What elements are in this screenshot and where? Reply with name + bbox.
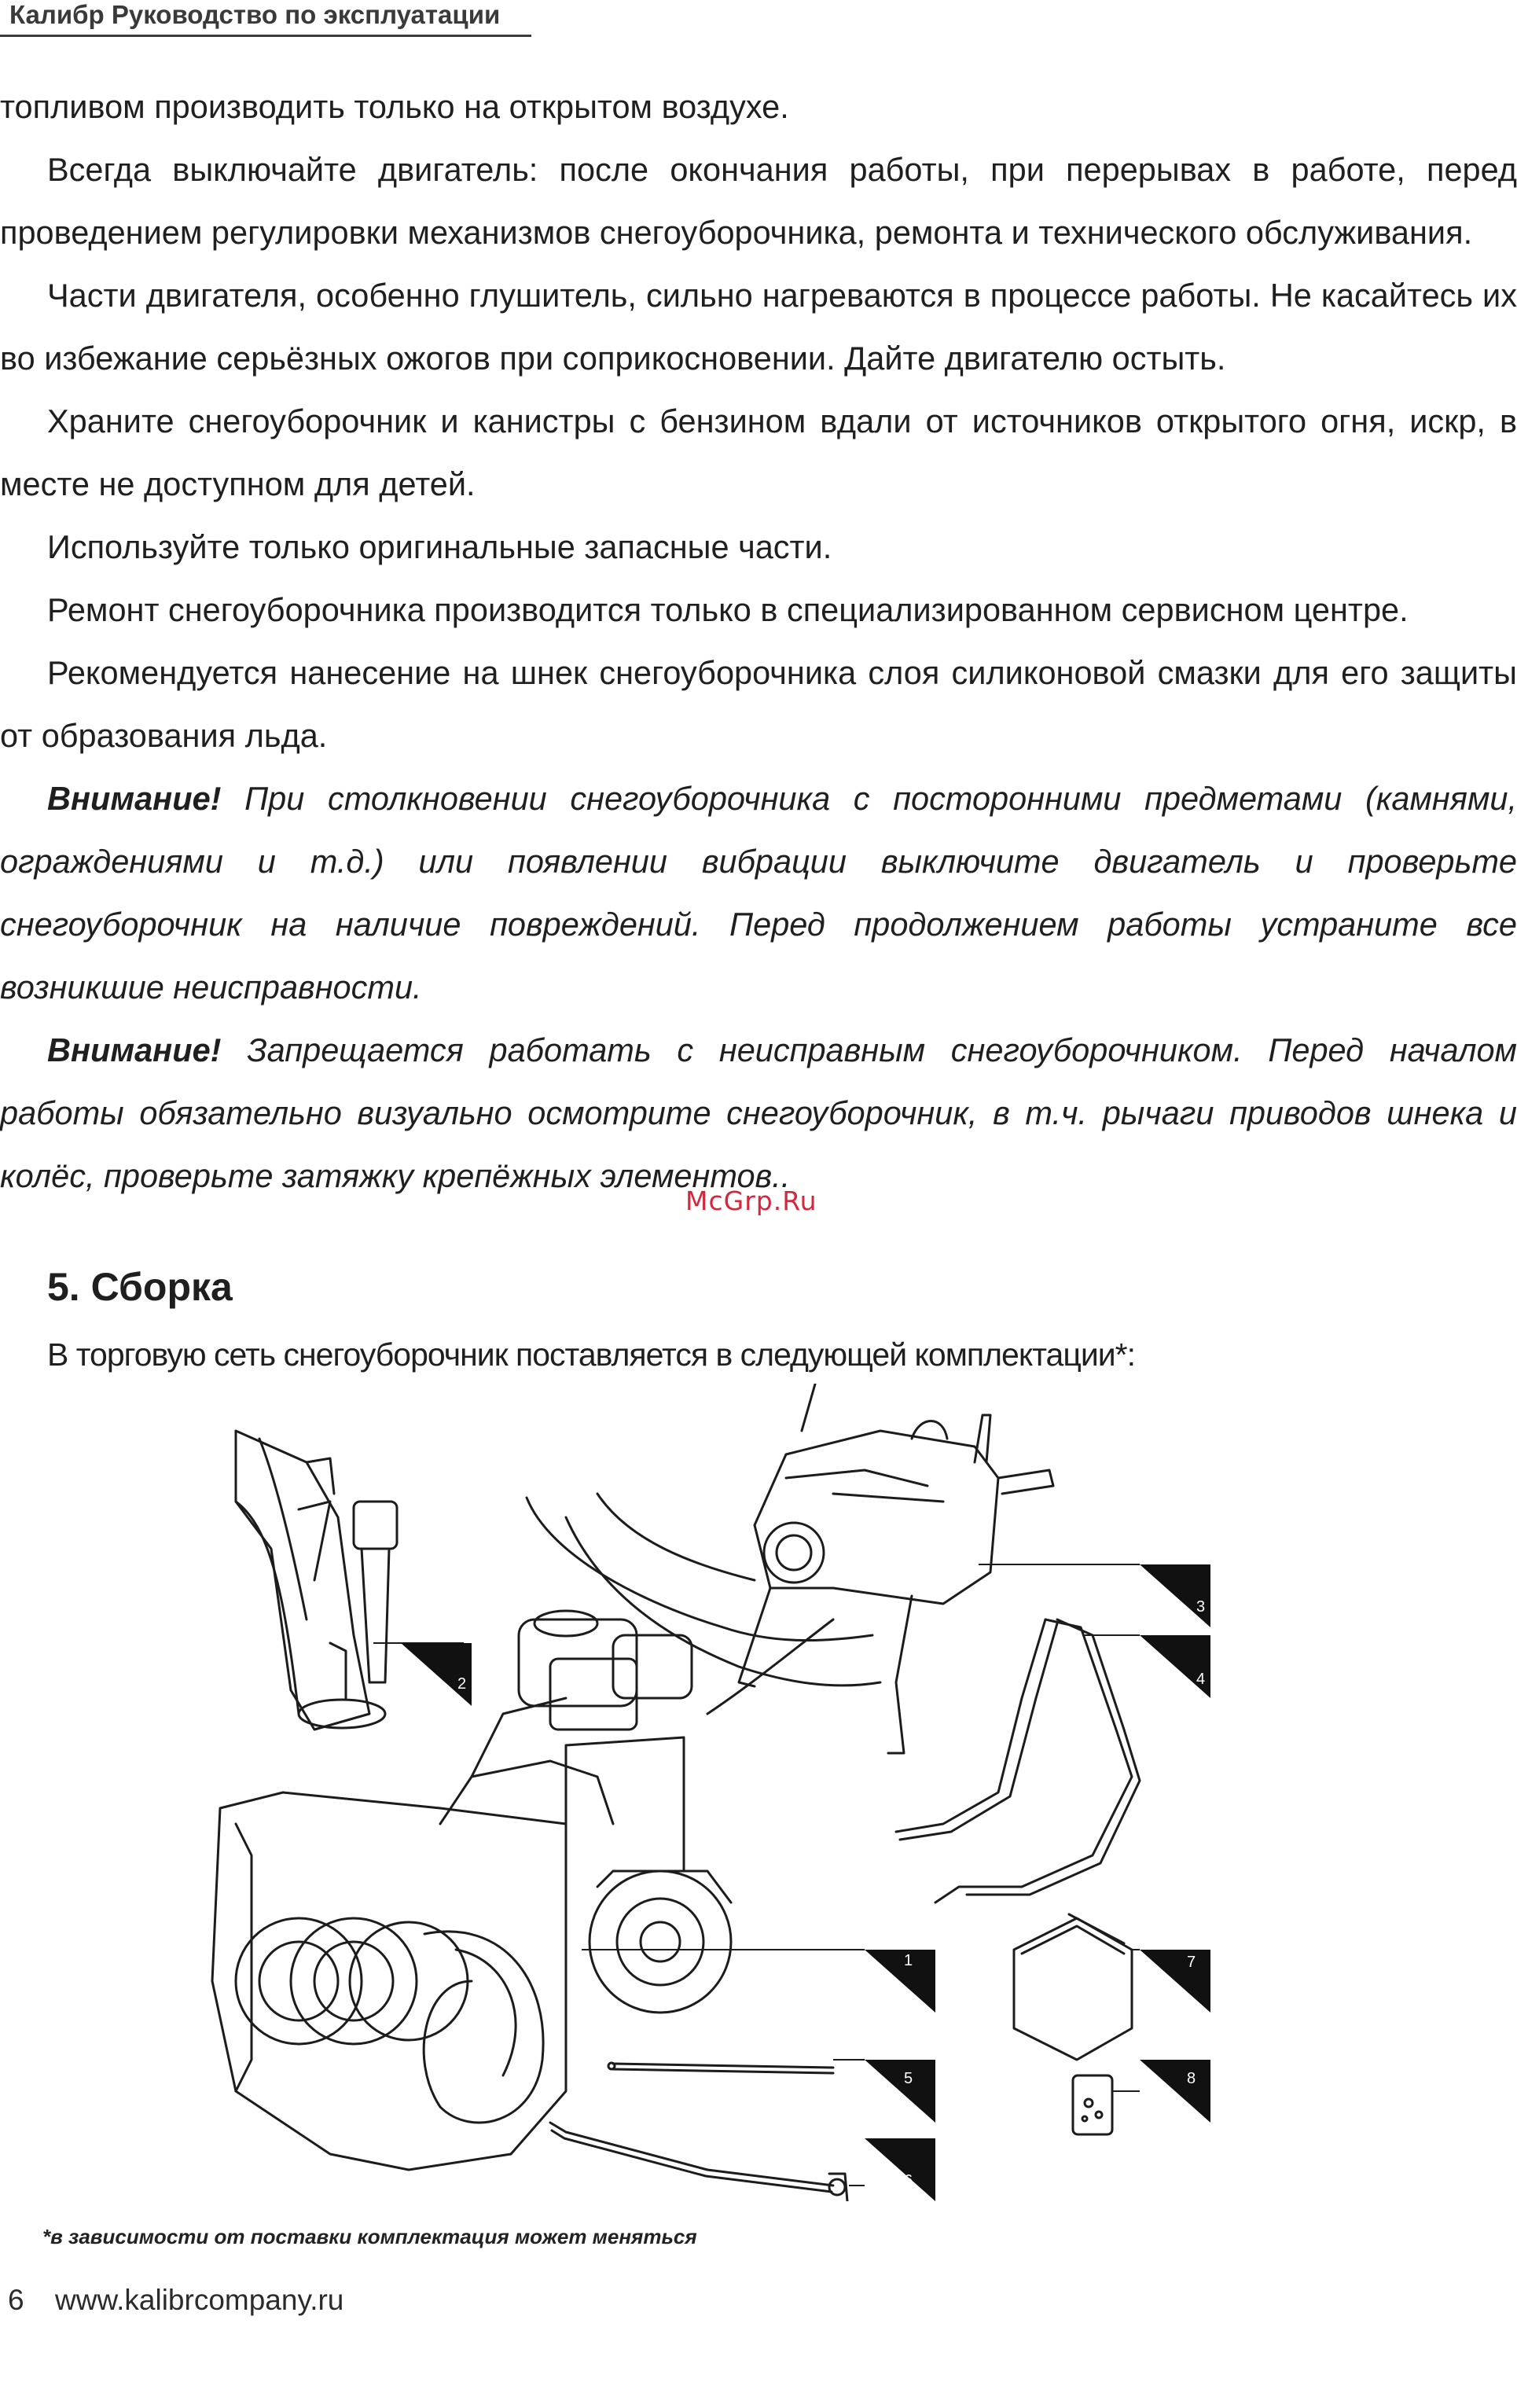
snowblower-parts-illustration [0, 1384, 1517, 2201]
paragraph: Рекомендуется нанесение на шнек снегоуборочника слоя силиконовой смазки для его защиты от образования льда. [0, 654, 1517, 754]
callout-1 [865, 1950, 935, 2013]
page-number: 6 [8, 2284, 24, 2316]
discharge-chute-drawing [236, 1431, 397, 1730]
callout-number: 8 [1187, 2070, 1196, 2087]
paragraph: Части двигателя, особенно глушитель, сильно нагреваются в процессе работы. Не касайтесь их во избежание серьёзных ожогов при соприкосновении. Дайте двигателю остыть. [0, 277, 1517, 377]
callout-number: 7 [1187, 1954, 1196, 1971]
callout-number: 5 [904, 2070, 913, 2087]
watermark: McGrp.Ru [685, 1186, 817, 1216]
warning-label: Внимание! [47, 1031, 222, 1068]
crank-drawing [550, 2123, 847, 2201]
header-title: Калибр Руководство по эксплуатации [9, 0, 501, 29]
paragraph: топливом производить только на открытом воздухе. [0, 88, 789, 125]
section-title: 5. Сборка [47, 1265, 233, 1309]
control-panel-drawing [739, 1384, 1053, 1753]
callout-number: 2 [457, 1675, 467, 1693]
paragraph: Всегда выключайте двигатель: после окончания работы, при перерывах в работе, перед проведением регулировки механизмов снегоуборочника, ремонта и технического обслуживания. [0, 151, 1517, 251]
callout-3 [1140, 1564, 1210, 1627]
kit-contents-figure [0, 1384, 1517, 2201]
paragraph: Храните снегоуборочник и канистры с бензином вдали от источников открытого огня, искр, в месте не доступном для детей. [0, 403, 1517, 502]
warning-text: При столкновении снегоуборочника с посторонними предметами (камнями, ограждениями и т.д.) или появлении вибрации выключите двигатель и проверьте снегоуборочник на наличие повреждений. Перед продолжением работы устраните все возникшие неисправности. [0, 780, 1517, 1005]
callout-7 [1140, 1950, 1210, 2013]
footer-url[interactable]: www.kalibrcompany.ru [55, 2284, 344, 2316]
page-header [0, 0, 1517, 36]
footnote: *в зависимости от поставки комплектация может меняться [42, 2225, 697, 2248]
callout-number: 1 [904, 1952, 913, 1969]
callout-4 [1140, 1635, 1210, 1698]
paragraph: Ремонт снегоуборочника производится только в специализированном сервисном центре. [47, 591, 1409, 628]
callout-number: 6 [904, 2172, 913, 2189]
callout-2 [401, 1643, 472, 1706]
warning-paragraph [0, 1019, 1517, 1208]
paragraph: Используйте только оригинальные запасные части. [47, 528, 832, 565]
warning-label: Внимание! [47, 780, 222, 817]
header-rule [0, 35, 531, 37]
warning-paragraph [0, 767, 1517, 1019]
lower-handle-drawing [896, 1619, 1140, 1903]
rod-drawing [608, 2063, 833, 2073]
callout-number: 3 [1196, 1598, 1206, 1616]
callout-5 [865, 2060, 935, 2123]
manual-drawing [1014, 1914, 1132, 2060]
body-text [0, 75, 1517, 1208]
section-intro: В торговую сеть снегоуборочник поставляется в следующей комплектации*: [47, 1336, 1135, 1373]
fastener-bag-drawing [1073, 2075, 1112, 2134]
callout-8 [1140, 2060, 1210, 2123]
callout-6 [865, 2138, 935, 2201]
callout-number: 4 [1196, 1671, 1206, 1688]
warning-text: Запрещается работать с неисправным снегоуборочником. Перед началом работы обязательно визуально осмотрите снегоуборочник, в т.ч. рычаги приводов шнека и колёс, проверьте затяжку крепёжных элементов.. [0, 1031, 1517, 1194]
